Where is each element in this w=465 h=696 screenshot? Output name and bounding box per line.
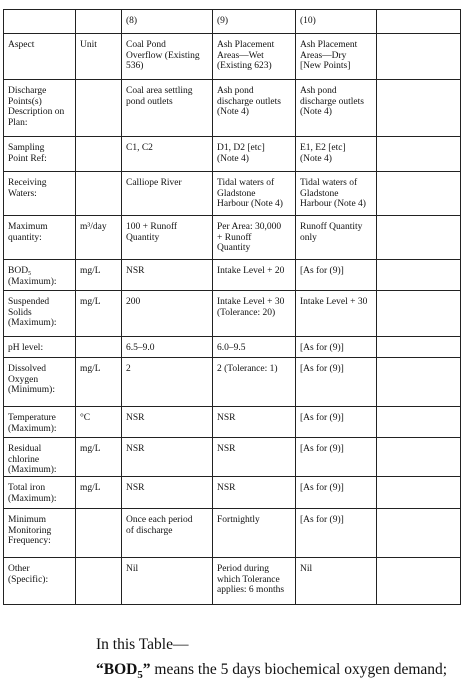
table-cell: Coal area settling pond outlets xyxy=(122,80,213,137)
table-cell: Tidal waters of Gladstone Harbour (Note 4) xyxy=(296,172,377,216)
table-row xyxy=(4,291,461,337)
table-cell: [As for (9)] xyxy=(296,358,377,407)
table-cell: [As for (9)] xyxy=(296,337,377,358)
table-cell xyxy=(76,337,122,358)
table-row xyxy=(4,337,461,358)
table-cell: Unit xyxy=(76,34,122,80)
table-cell: pH level: xyxy=(4,337,76,358)
table-cell: Per Area: 30,000 + Runoff Quantity xyxy=(213,216,296,260)
table-note-intro: In this Table— xyxy=(96,636,189,653)
table-cell: Sampling Point Ref: xyxy=(4,137,76,172)
table-cell: Total iron (Maximum): xyxy=(4,477,76,509)
table-cell xyxy=(377,291,461,337)
table-cell: 200 xyxy=(122,291,213,337)
table-cell xyxy=(76,509,122,558)
table-cell: 2 xyxy=(122,358,213,407)
table-cell: Other (Specific): xyxy=(4,558,76,605)
table-cell: 2 (Tolerance: 1) xyxy=(213,358,296,407)
table-cell: E1, E2 [etc] (Note 4) xyxy=(296,137,377,172)
table-row xyxy=(4,477,461,509)
table-cell: C1, C2 xyxy=(122,137,213,172)
table-cell: Residual chlorine (Maximum): xyxy=(4,438,76,477)
table-cell: Temperature (Maximum): xyxy=(4,407,76,438)
table-row xyxy=(4,80,461,137)
table-row xyxy=(4,260,461,291)
table-row xyxy=(4,438,461,477)
table-cell xyxy=(76,172,122,216)
table-cell: NSR xyxy=(122,260,213,291)
table-row xyxy=(4,34,461,80)
column-header-cell xyxy=(377,10,461,34)
discharge-table xyxy=(3,9,461,605)
bod-definition: “$BOD_5$” means the 5 days biochemical oxygen demand; xyxy=(96,661,448,682)
table-cell: Coal Pond Overflow (Existing 536) xyxy=(122,34,213,80)
table-cell: Nil xyxy=(122,558,213,605)
discharge-table-body xyxy=(4,10,461,605)
table-cell: Calliope River xyxy=(122,172,213,216)
table-cell: mg/L xyxy=(76,260,122,291)
table-cell: NSR xyxy=(213,407,296,438)
table-cell xyxy=(377,358,461,407)
table-cell: Fortnightly xyxy=(213,509,296,558)
bod-term: “$BOD_5$” xyxy=(96,661,151,682)
table-cell xyxy=(76,558,122,605)
table-cell: mg/L xyxy=(76,358,122,407)
table-cell: Dissolved Oxygen (Minimum): xyxy=(4,358,76,407)
table-cell: Ash pond discharge outlets (Note 4) xyxy=(296,80,377,137)
table-cell: Intake Level + 30 xyxy=(296,291,377,337)
table-cell: Ash Placement Areas—Dry [New Points] xyxy=(296,34,377,80)
column-header-cell: (9) xyxy=(213,10,296,34)
table-cell: mg/L xyxy=(76,291,122,337)
table-cell: Ash pond discharge outlets (Note 4) xyxy=(213,80,296,137)
table-cell: 6.0–9.5 xyxy=(213,337,296,358)
table-row xyxy=(4,407,461,438)
table-cell xyxy=(377,407,461,438)
table-cell: 6.5–9.0 xyxy=(122,337,213,358)
table-cell: m³/day xyxy=(76,216,122,260)
table-cell: NSR xyxy=(122,438,213,477)
table-cell: [As for (9)] xyxy=(296,260,377,291)
table-cell xyxy=(76,137,122,172)
table-cell xyxy=(76,80,122,137)
table-cell: D1, D2 [etc] (Note 4) xyxy=(213,137,296,172)
table-cell: [As for (9)] xyxy=(296,407,377,438)
table-cell xyxy=(377,260,461,291)
table-cell: Discharge Points(s) Description on Plan: xyxy=(4,80,76,137)
table-cell: Minimum Monitoring Frequency: xyxy=(4,509,76,558)
column-header-cell xyxy=(4,10,76,34)
table-cell: NSR xyxy=(122,407,213,438)
table-cell: [As for (9)] xyxy=(296,438,377,477)
table-cell xyxy=(377,216,461,260)
column-header-cell xyxy=(76,10,122,34)
table-cell: mg/L xyxy=(76,477,122,509)
table-cell: [As for (9)] xyxy=(296,477,377,509)
table-cell: Ash Placement Areas—Wet (Existing 623) xyxy=(213,34,296,80)
table-cell: Once each period of discharge xyxy=(122,509,213,558)
table-row xyxy=(4,358,461,407)
table-cell: [As for (9)] xyxy=(296,509,377,558)
table-row xyxy=(4,509,461,558)
header-row xyxy=(4,10,461,34)
table-cell xyxy=(377,438,461,477)
table-cell: BOD₅ (Maximum): xyxy=(4,260,76,291)
table-cell xyxy=(377,34,461,80)
table-cell: Suspended Solids (Maximum): xyxy=(4,291,76,337)
table-cell: 100 + Runoff Quantity xyxy=(122,216,213,260)
table-cell: Nil xyxy=(296,558,377,605)
table-cell: Maximum quantity: xyxy=(4,216,76,260)
table-cell xyxy=(377,172,461,216)
table-cell: NSR xyxy=(213,477,296,509)
column-header-cell: (8) xyxy=(122,10,213,34)
table-cell: NSR xyxy=(122,477,213,509)
table-cell: Period during which Tolerance applies: 6 months xyxy=(213,558,296,605)
table-cell xyxy=(377,509,461,558)
column-header-cell: (10) xyxy=(296,10,377,34)
table-row xyxy=(4,558,461,605)
table-cell: Tidal waters of Gladstone Harbour (Note 4) xyxy=(213,172,296,216)
table-row xyxy=(4,216,461,260)
table-cell: Receiving Waters: xyxy=(4,172,76,216)
table-cell: Intake Level + 30 (Tolerance: 20) xyxy=(213,291,296,337)
table-cell: NSR xyxy=(213,438,296,477)
table-cell xyxy=(377,477,461,509)
table-row xyxy=(4,172,461,216)
table-cell xyxy=(377,337,461,358)
table-cell xyxy=(377,80,461,137)
table-cell xyxy=(377,558,461,605)
table-cell: Aspect xyxy=(4,34,76,80)
table-row xyxy=(4,137,461,172)
table-cell: °C xyxy=(76,407,122,438)
table-cell xyxy=(377,137,461,172)
table-cell: Intake Level + 20 xyxy=(213,260,296,291)
table-cell: mg/L xyxy=(76,438,122,477)
table-cell: Runoff Quantity only xyxy=(296,216,377,260)
